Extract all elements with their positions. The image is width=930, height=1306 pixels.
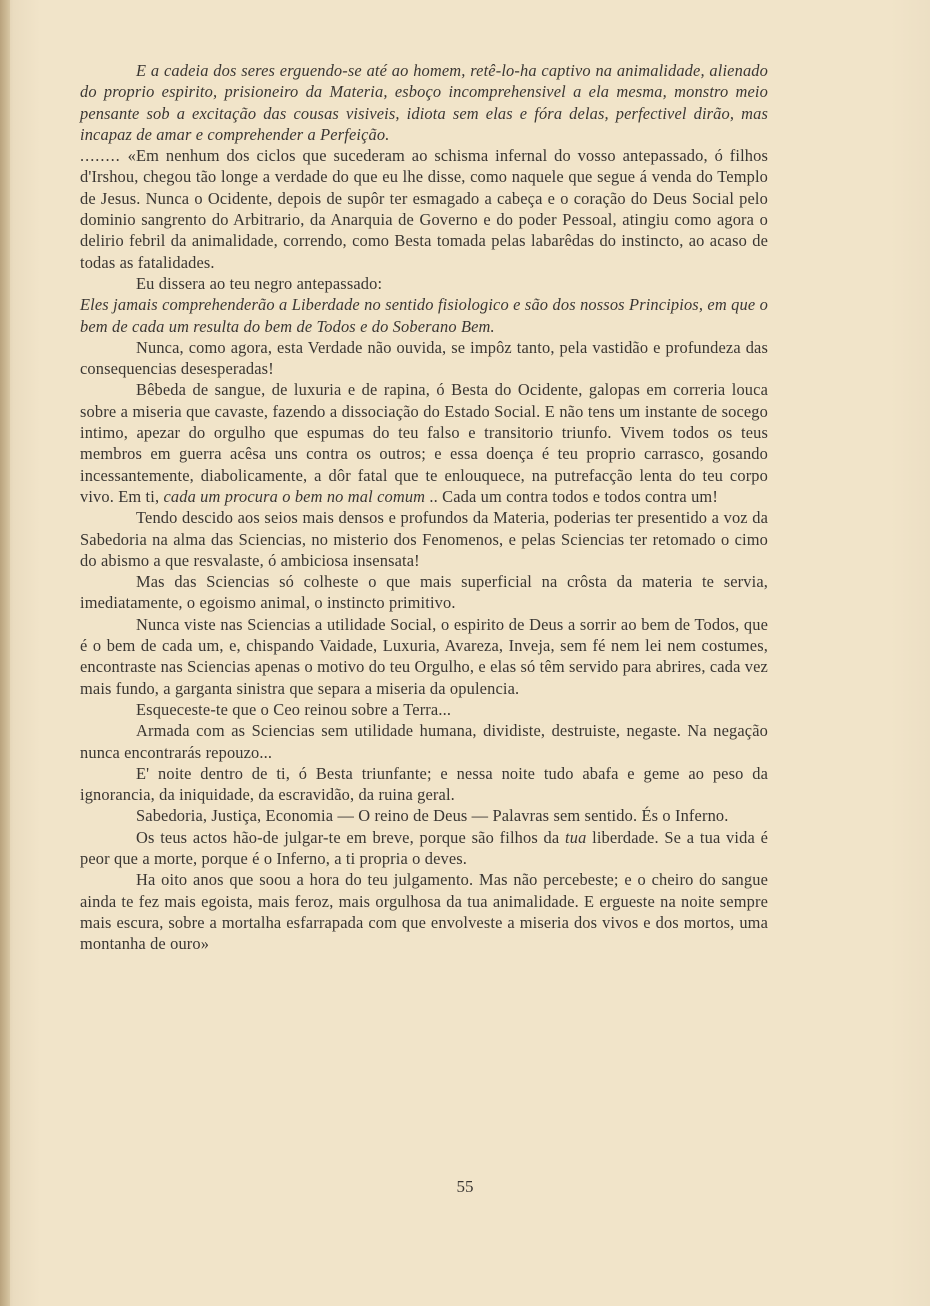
text-span: Nunca, como agora, esta Verdade não ouvida, se impôz tanto, pela vastidão e profundeza das consequencias desesperadas!: [80, 337, 768, 379]
paragraph: [80, 763, 768, 806]
paragraph: [80, 699, 768, 720]
text-span: Mas das Sciencias só colheste o que mais superficial na crôsta da materia te servia, imediatamente, o egoismo animal, o instincto primitivo.: [80, 572, 768, 613]
dot-leader: ........: [80, 146, 121, 166]
text-span: Os teus actos hão-de julgar-te em breve, porque são filhos da: [136, 827, 566, 847]
paragraph: [80, 379, 768, 507]
italic-text: Eles jamais comprehenderão a Liberdade no sentido fisiologico e são dos nossos Principios, em que o bem de cada um resulta do bem de Todos e do Soberano Bem.: [80, 295, 768, 336]
page-spine-shadow: [0, 0, 10, 1306]
paragraph: [80, 294, 768, 337]
text-span: Sabedoria, Justiça, Economia — O reino de Deus — Palavras sem sentido. És o Inferno.: [136, 806, 729, 826]
paragraph: [80, 273, 768, 294]
text-span: Armada com as Sciencias sem utilidade humana, dividiste, destruiste, negaste. Na negação nunca encontrarás repouzo...: [80, 721, 768, 762]
paragraph: [80, 571, 768, 614]
body-text: [80, 60, 768, 954]
page-number: 55: [456, 1177, 474, 1196]
text-span: E' noite dentro de ti, ó Besta triunfante; e nessa noite tudo abafa e geme ao peso da ignorancia, da iniquidade, da escravidão, da ruina geral.: [80, 763, 768, 805]
paragraph: [80, 869, 768, 954]
paragraph: [80, 614, 768, 699]
text-span: «Em nenhum dos ciclos que sucederam ao schisma infernal do vosso antepassado, ó filhos d'Irshou, chegou tão longe a verdade do que eu lhe disse, como naquele que segue á venda do Templo de Jesus. Nunca o Ocidente, depois de supôr ter esmagado a cabeça e o coração do Deus Social pelo dominio sangrento do Arbitrario, da Anarquia de Governo e do poder Pessoal, atingiu como agora o delirio febril da animalidade, correndo, como Besta tomada pelas labarêdas do instincto, ao acaso de todas as fatalidades.: [80, 146, 769, 272]
italic-text: tua: [565, 827, 587, 847]
paragraph: [80, 507, 768, 571]
italic-text: cada um procura o bem no mal comum: [163, 486, 426, 506]
text-span: Esqueceste-te que o Ceo reinou sobre a Terra...: [136, 699, 452, 719]
paragraph: [80, 337, 768, 380]
paragraph: [80, 805, 768, 826]
paragraph: [80, 145, 768, 273]
text-span: Bêbeda de sangue, de luxuria e de rapina, ó Besta do Ocidente, galopas em correria louca sobre a miseria que cavaste, fazendo a dissociação do Estado Social. E não tens um instante de socego intimo, apezar do orgulho que espumas do teu falso e transitorio triunfo. Vivem todos os teus membros em guerra acêsa uns contra os outros; e essa doença é teu proprio carrasco, gosando incessantemente, diabolicamente, a dôr fatal que te enlouquece, na putrefacção lenta do teu corpo vivo. Em ti,: [80, 380, 768, 506]
italic-text: E a cadeia dos seres erguendo-se até ao homem, retê-lo-ha captivo na animalidade, alienado do proprio espirito, prisioneiro da Materia, esboço incomprehensivel a ela mesma, monstro meio pensante sob a excitação das cousas visiveis, idiota sem elas e fóra delas, perfectivel dirão, mas incapaz de amar e comprehender a Perfeição.: [80, 61, 768, 144]
text-span: Tendo descido aos seios mais densos e profundos da Materia, poderias ter presentido a voz da Sabedoria na alma das Sciencias, no misterio dos Fenomenos, e pelas Sciencias ter retomado o cimo do abismo a que resvalaste, ó ambiciosa insensata!: [80, 508, 768, 570]
paragraph: [80, 720, 768, 763]
text-span: Ha oito anos que soou a hora do teu julgamento. Mas não percebeste; e o cheiro do sangue ainda te fez mais egoista, mais feroz, mais orgulhosa da tua animalidade. E ergueste na noite sempre mais escura, sobre a mortalha esfarrapada com que envolveste a miseria dos vivos e dos mortos, uma montanha de ouro»: [80, 870, 768, 954]
text-span: .. Cada um contra todos e todos contra um!: [425, 486, 718, 506]
text-span: liberdade. Se a tua vida é peor que a morte, porque é o Inferno, a ti propria o deves.: [80, 827, 768, 868]
paragraph: [80, 827, 768, 870]
text-span: Nunca viste nas Sciencias a utilidade Social, o espirito de Deus a sorrir ao bem de Todos, que é o bem de cada um, e, chispando Vaidade, Luxuria, Avareza, Inveja, sem fé nem lei nem costumes, encontraste nas Sciencias apenas o motivo do teu Orgulho, e elas só têm servido para abrires, cada vez mais fundo, a garganta sinistra que separa a miseria da opulencia.: [80, 614, 768, 698]
text-span: Eu dissera ao teu negro antepassado:: [136, 273, 383, 293]
paragraph: [80, 60, 768, 145]
